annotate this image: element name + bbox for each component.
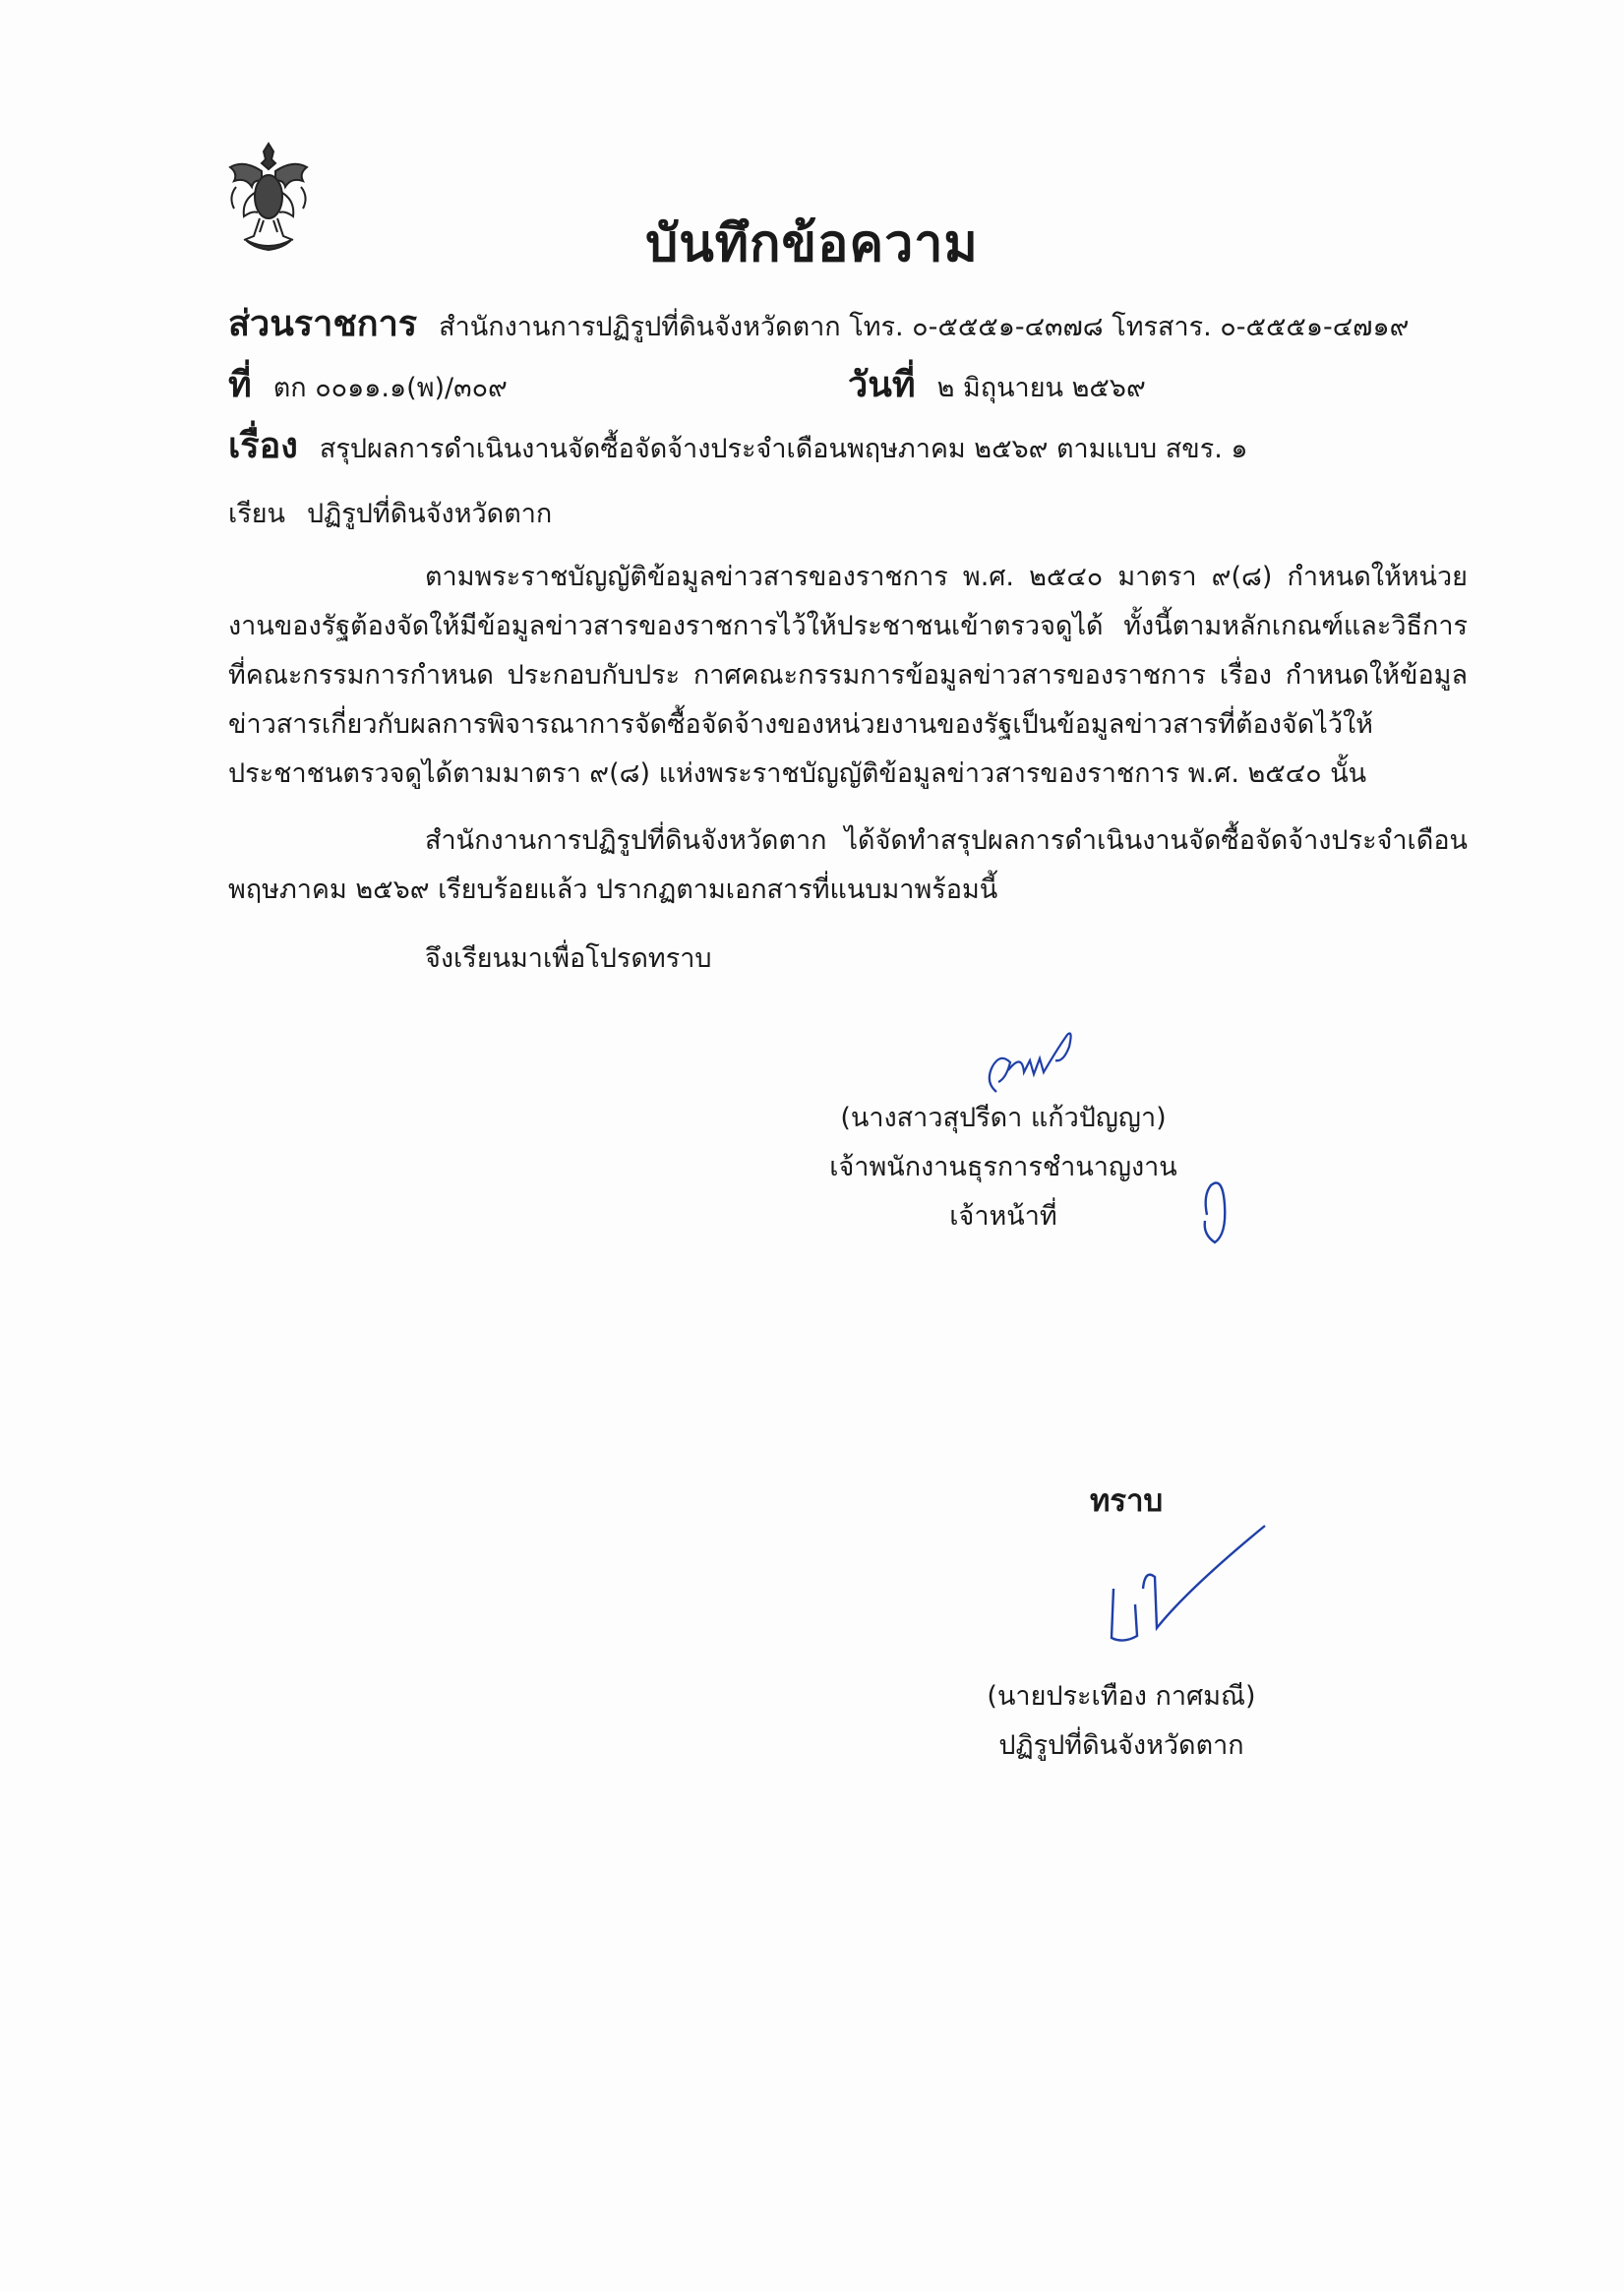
approver-name: (นายประเทือง กาศมณี) — [987, 1681, 1256, 1712]
approver-block — [934, 1672, 1308, 1771]
date-label: วันที่ — [848, 365, 916, 405]
subject-value: สรุปผลการดำเนินงานจัดซื้อจัดจ้างประจำเดือนพฤษภาคม ๒๕๖๙ ตามแบบ สขร. ๑ — [319, 434, 1248, 464]
initial-mark-image — [1195, 1166, 1234, 1249]
signature-2-image — [1100, 1520, 1272, 1648]
addressee-value: ปฏิรูปที่ดินจังหวัดตาก — [307, 499, 553, 529]
agency-value: สำนักงานการปฏิรูปที่ดินจังหวัดตาก โทร. ๐-๕๕๕๑-๔๓๗๘ โทรสาร. ๐-๕๕๕๑-๔๗๑๙ — [439, 312, 1410, 342]
date-row — [848, 356, 1146, 412]
paragraph-1: ตามพระราชบัญญัติข้อมูลข่าวสารของราชการ พ.ศ. ๒๕๔๐ มาตรา ๙(๘) กำหนดให้หน่วยงานของรัฐต้องจัดให้มีข้อมูลข่าวสารของราชการไว้ให้ประชาชนเข้าตรวจดูได้ ทั้งนี้ตามหลักเกณฑ์และวิธีการที่คณะกรรมการกำหนด ประกอบกับประ กาศคณะกรรมการข้อมูลข่าวสารของราชการ เรื่อง กำหนดให้ข้อมูลข่าวสารเกี่ยวกับผลการพิจารณาการจัดซื้อจัดจ้างของหน่วยงานของรัฐเป็นข้อมูลข่าวสารที่ต้องจัดไว้ให้ประชาชนตรวจดูได้ตามมาตรา ๙(๘) แห่งพระราชบัญญัติข้อมูลข่าวสารของราชการ พ.ศ. ๒๕๔๐ นั้น — [228, 562, 1468, 789]
memo-body — [228, 553, 1468, 915]
addressee-row — [228, 492, 552, 534]
acknowledged-label: ทราบ — [1090, 1483, 1164, 1519]
approver-position: ปฏิรูปที่ดินจังหวัดตาก — [998, 1730, 1244, 1761]
paragraph-2: สำนักงานการปฏิรูปที่ดินจังหวัดตาก ได้จัดทำสรุปผลการดำเนินงานจัดซื้อจัดจ้างประจำเดือนพฤษภาคม ๒๕๖๙ เรียบร้อยแล้ว ปรากฏตามเอกสารที่แนบมาพร้อมนี้ — [228, 825, 1468, 905]
reference-number: ตก ๐๐๑๑.๑(พ)/๓๐๙ — [272, 373, 508, 403]
reference-row — [228, 356, 508, 412]
reference-label: ที่ — [228, 365, 252, 405]
signer-1-name: (นางสาวสุปรีดา แก้วปัญญา) — [840, 1103, 1167, 1133]
agency-label: ส่วนราชการ — [228, 304, 418, 344]
subject-label: เรื่อง — [228, 426, 298, 466]
signer-1-block — [807, 1094, 1200, 1241]
signer-1-role: เจ้าหน้าที่ — [949, 1201, 1057, 1232]
subject-row — [228, 417, 1248, 473]
signer-1-position: เจ้าพนักงานธุรการชำนาญงาน — [829, 1152, 1177, 1182]
memo-title: บันทึกข้อความ — [645, 214, 979, 273]
closing-line: จึงเรียนมาเพื่อโปรดทราบ — [425, 943, 712, 974]
agency-row — [228, 295, 1409, 351]
addressee-label: เรียน — [228, 499, 286, 529]
date-value: ๒ มิถุนายน ๒๕๖๙ — [936, 373, 1146, 403]
